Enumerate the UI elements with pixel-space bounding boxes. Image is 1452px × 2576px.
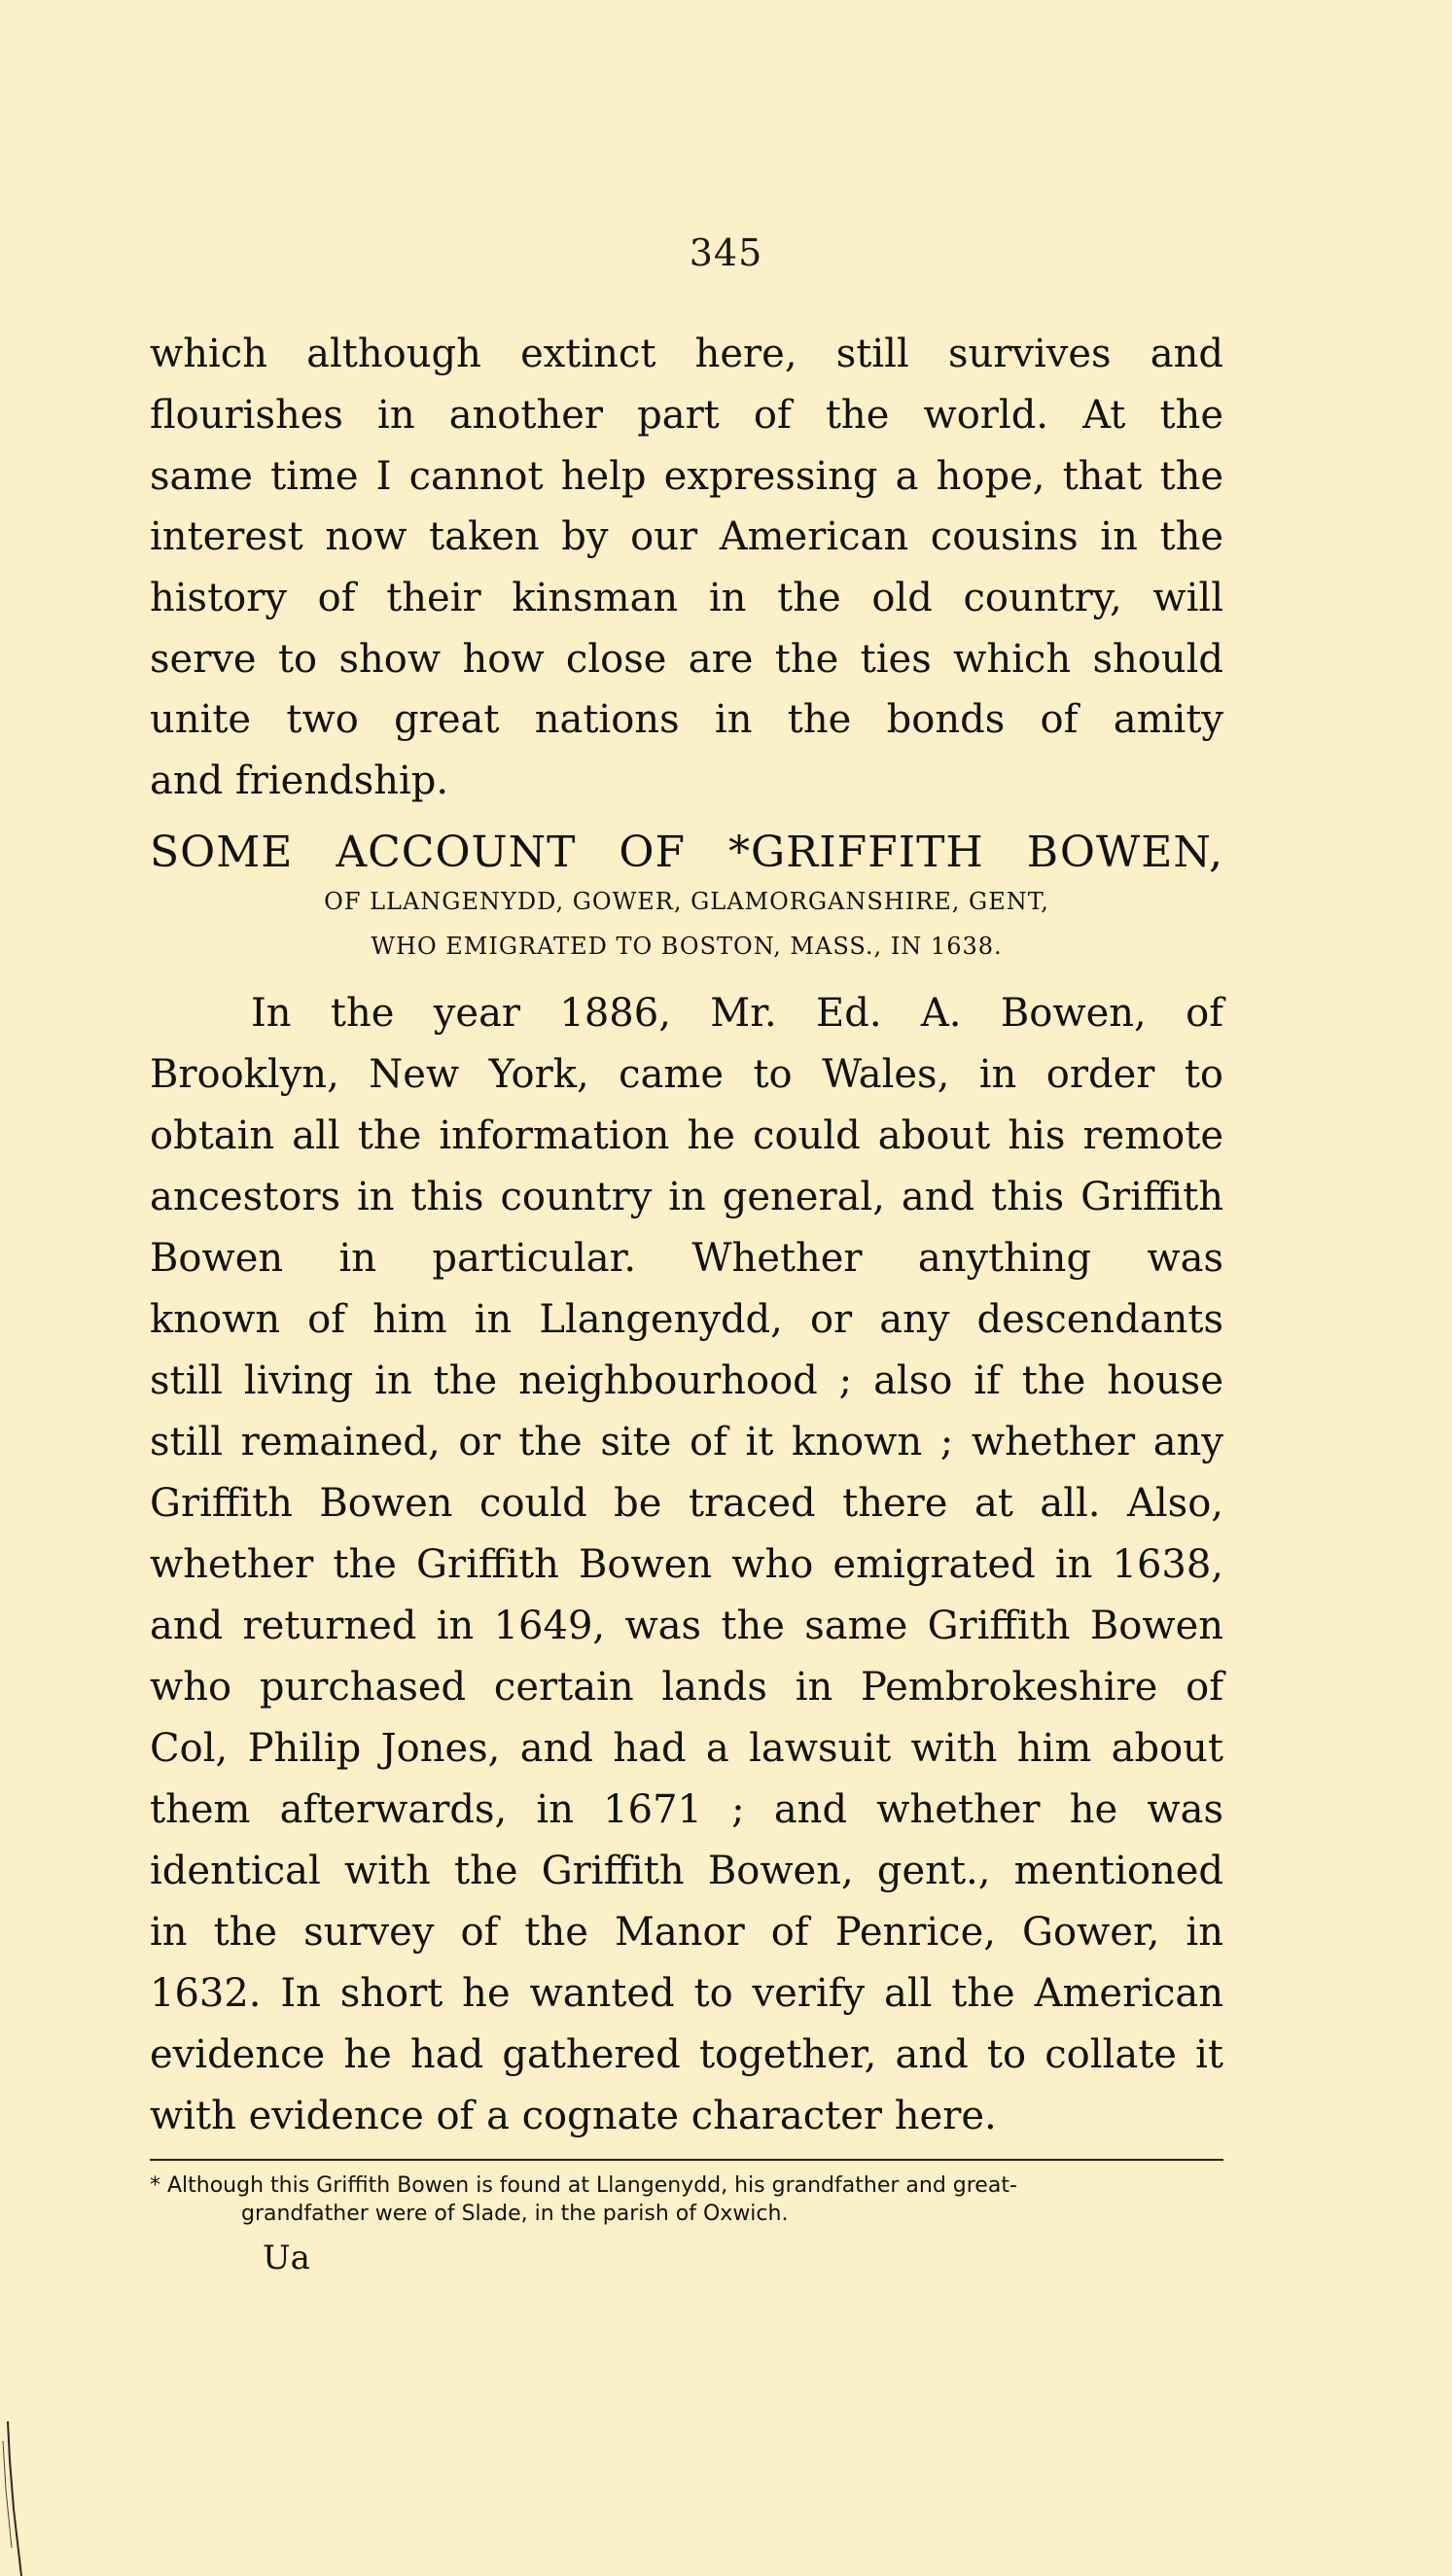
footnote-text: grandfather were of Slade, in the parish of Oxwich. [241, 2202, 789, 2226]
text-line: them afterwards, in 1671 ; and whether he was [150, 1787, 1223, 1832]
text-line: identical with the Griffith Bowen, gent., mentioned [150, 1849, 1223, 1893]
section-title: SOME ACCOUNT OF *GRIFFITH BOWEN, [150, 828, 1223, 877]
text-line: Brooklyn, New York, came to Wales, in order to [150, 1052, 1223, 1097]
text-line: and returned in 1649, was the same Griffith Bowen [150, 1604, 1223, 1648]
text-line: 1632. In short he wanted to verify all the American [150, 1971, 1223, 2016]
text-line: and friendship. [150, 759, 449, 803]
text-line: unite two great nations in the bonds of amity [150, 697, 1223, 742]
text-line: Col, Philip Jones, and had a lawsuit with him about [150, 1726, 1223, 1771]
text-line: serve to show how close are the ties which should [150, 637, 1223, 682]
text-line: same time I cannot help expressing a hope, that the [150, 454, 1223, 499]
text-line: interest now taken by our American cousins in the [150, 514, 1223, 559]
text-line: evidence he had gathered together, and to collate it [150, 2032, 1223, 2077]
footnote-text: * Although this Griffith Bowen is found at Llangenydd, his grandfather and great- [150, 2173, 1017, 2198]
text-line: ancestors in this country in general, and this Griffith [150, 1175, 1223, 1219]
section-subtitle: OF LLANGENYDD, GOWER, GLAMORGANSHIRE, GENT, [324, 888, 1049, 915]
scan-edge-mark [0, 2421, 58, 2576]
text-line: which although extinct here, still survives and [150, 332, 1223, 376]
text-line: in the survey of the Manor of Penrice, Gower, in [150, 1910, 1223, 1955]
text-line: known of him in Llangenydd, or any descendants [150, 1297, 1223, 1342]
text-line: Bowen in particular. Whether anything was [150, 1236, 1223, 1281]
text-line: who purchased certain lands in Pembrokeshire of [150, 1665, 1223, 1710]
footnote-divider [150, 2159, 1223, 2161]
text-line: still living in the neighbourhood ; also if the house [150, 1359, 1223, 1403]
text-line: In the year 1886, Mr. Ed. A. Bowen, of [251, 991, 1223, 1036]
text-line: whether the Griffith Bowen who emigrated in 1638, [150, 1542, 1223, 1587]
page-number: 345 [689, 231, 763, 274]
section-subtitle: WHO EMIGRATED TO BOSTON, MASS., IN 1638. [371, 933, 1003, 960]
text-line: still remained, or the site of it known ; whether any [150, 1420, 1223, 1464]
printer-signature-mark: Ua [263, 2239, 310, 2277]
text-line: Griffith Bowen could be traced there at all. Also, [150, 1481, 1223, 1526]
text-line: history of their kinsman in the old country, will [150, 576, 1223, 620]
text-line: with evidence of a cognate character here. [150, 2094, 997, 2138]
text-line: flourishes in another part of the world. At the [150, 393, 1223, 438]
text-line: obtain all the information he could about his remote [150, 1113, 1223, 1158]
